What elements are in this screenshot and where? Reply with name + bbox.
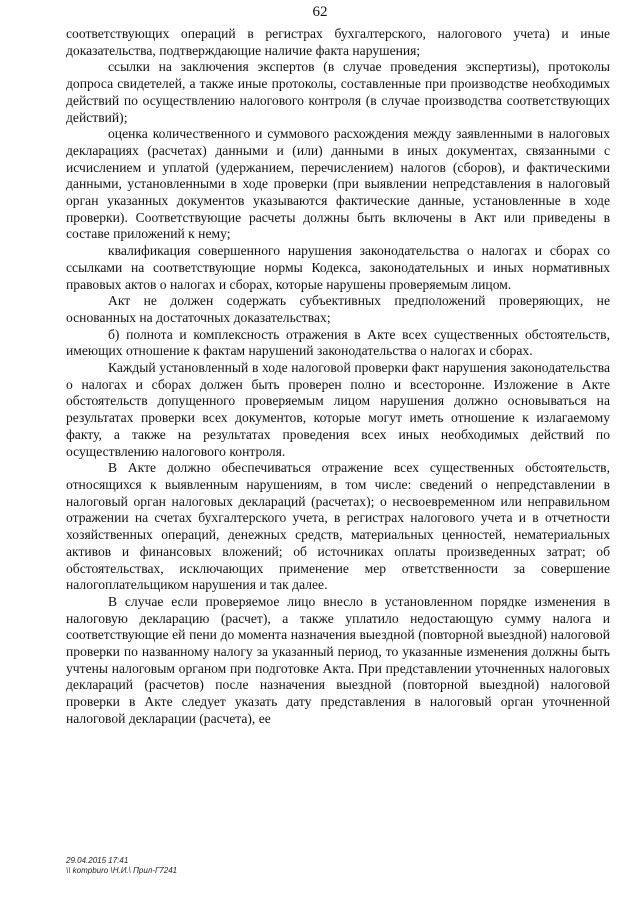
- page-number: 62: [312, 4, 328, 20]
- footer-file-reference: \\ kompburo \Н.И.\ Прил-Г7241: [66, 866, 178, 875]
- paragraph: Каждый установленный в ходе налоговой проверки факт нарушения законодательства о налогах и сборах должен быть проверен полно и всесторонне. Изложение в Акте обстоятельств допущенного проверяемым лицом нарушения должно основываться на результатах проверки всех документов, которые могут иметь отношение к излагаемому факту, а также на результатах проведения всех иных необходимых действий по осуществлению налогового контроля.: [66, 360, 610, 459]
- paragraph: б) полнота и комплексность отражения в Акте всех существенных обстоятельств, имеющих отношение к фактам нарушений законодательства о налогах и сборах.: [66, 326, 610, 359]
- print-footer: [66, 856, 177, 876]
- paragraph: соответствующих операций в регистрах бухгалтерского, налогового учета) и иные доказательства, подтверждающие наличие факта нарушения;: [66, 26, 610, 58]
- paragraph: оценка количественного и суммового расхождения между заявленными в налоговых декларациях (расчетах) данными и (или) данными в иных документах, связанными с исчислением и уплатой (удержанием, перечислением) налогов (сборов), и фактическими данными, установленными в ходе проверки (при выявлении непредставления в налоговый орган указанных документов указываются фактические данные, установленные в ходе проверки). Соответствующие расчеты должны быть включены в Акт или приведены в составе приложений к нему;: [66, 126, 610, 242]
- paragraph: В Акте должно обеспечиваться отражение всех существенных обстоятельств, относящихся к выявленным нарушениям, в том числе: сведений о непредставлении в налоговый орган налоговых деклараций (расчетах); о несвоевременном или неправильном отражении на счетах бухгалтерского учета, в регистрах налогового учета и в отчетности хозяйственных операций, денежных средств, материальных ценностей, нематериальных активов и финансовых вложений; об источниках оплаты произведенных затрат; об обстоятельствах, исключающих применение мер ответственности за совершение налогоплательщиком нарушения и так далее.: [66, 460, 610, 593]
- document-body: [66, 26, 610, 728]
- paragraph: ссылки на заключения экспертов (в случае проведения экспертизы), протоколы допроса свидетелей, а также иные протоколы, составленные при производстве необходимых действий по осуществлению налогового контроля (в случае производства соответствующих действий);: [66, 59, 610, 125]
- footer-timestamp: 29.04.2015 17:41: [66, 856, 129, 865]
- paragraph: В случае если проверяемое лицо внесло в установленном порядке изменения в налоговую декларацию (расчет), а также уплатило недостающую сумму налога и соответствующие ей пени до момента назначения выездной (повторной выездной) налоговой проверки по названному налогу за указанный период, то указанные изменения должны быть учтены налоговым органом при подготовке Акта. При представлении уточненных налоговых деклараций (расчетов) после назначения выездной (повторной выездной) налоговой проверки в Акте следует указать дату представления в налоговый орган уточненной налоговой декларации (расчета), ее: [66, 593, 610, 726]
- paragraph: квалификация совершенного нарушения законодательства о налогах и сборах со ссылками на соответствующие нормы Кодекса, законодательных и иных нормативных правовых актов о налогах и сборах, которые нарушены проверяемым лицом.: [66, 243, 610, 292]
- paragraph: Акт не должен содержать субъективных предположений проверяющих, не основанных на достаточных доказательствах;: [66, 293, 610, 325]
